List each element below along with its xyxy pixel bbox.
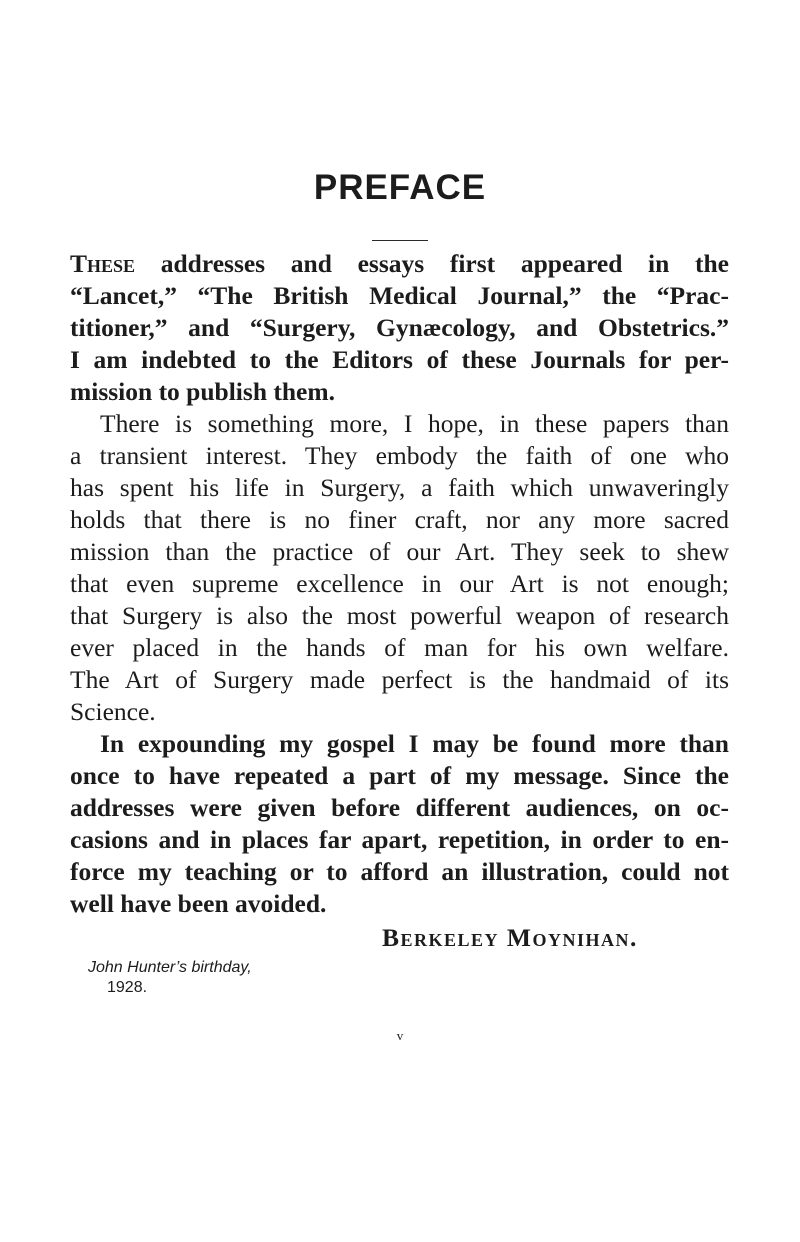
paragraph-2-line-3: has spent his life in Surgery, a faith which unwaveringly xyxy=(70,473,729,502)
paragraph-2-line-8: ever placed in the hands of man for his own welfare. xyxy=(70,633,729,662)
paragraph-1-line-3: titioner,” and “Surgery, Gynæcology, and Obstetrics.” xyxy=(70,313,729,342)
dateline-occasion: John Hunter’s birthday, xyxy=(88,959,252,976)
paragraph-3-line-6: well have been avoided. xyxy=(70,889,327,918)
paragraph-1-line-2: “Lancet,” “The British Medical Journal,” the “Prac- xyxy=(70,281,729,310)
paragraph-1-line-5: mission to publish them. xyxy=(70,377,335,406)
paragraph-2-line-6: that even supreme excellence in our Art is not enough; xyxy=(70,569,729,598)
paragraph-2-line-10: Science. xyxy=(70,697,156,726)
paragraph-3-line-5: force my teaching or to afford an illustration, could not xyxy=(70,857,729,886)
paragraph-2-line-9: The Art of Surgery made perfect is the handmaid of its xyxy=(70,665,729,694)
page-number: v xyxy=(396,1028,404,1043)
paragraph-3-line-2: once to have repeated a part of my message. Since the xyxy=(70,761,729,790)
paragraph-3-line-3: addresses were given before different audiences, on oc- xyxy=(70,793,729,822)
paragraph-2-line-1: There is something more, I hope, in these papers than xyxy=(100,409,729,438)
paragraph-1-line-1 xyxy=(70,250,729,279)
paragraph-2-line-2: a transient interest. They embody the faith of one who xyxy=(70,441,729,470)
opening-line-text: addresses and essays first appeared in the xyxy=(135,249,729,278)
paragraph-3-line-1: In expounding my gospel I may be found more than xyxy=(100,729,729,758)
author-signature: Berkeley Moynihan. xyxy=(382,923,638,952)
paragraph-2-line-5: mission than the practice of our Art. They seek to shew xyxy=(70,537,729,566)
paragraph-2-line-7: that Surgery is also the most powerful weapon of research xyxy=(70,601,729,630)
paragraph-3-line-4: casions and in places far apart, repetition, in order to en- xyxy=(70,825,729,854)
paragraph-2-line-4: holds that there is no finer craft, nor any more sacred xyxy=(70,505,729,534)
dateline-year: 1928. xyxy=(107,979,148,996)
page-title: PREFACE xyxy=(313,168,487,207)
paragraph-1-line-4: I am indebted to the Editors of these Journals for per- xyxy=(70,345,729,374)
title-divider xyxy=(372,240,428,241)
opening-small-caps-word: These xyxy=(70,249,136,278)
